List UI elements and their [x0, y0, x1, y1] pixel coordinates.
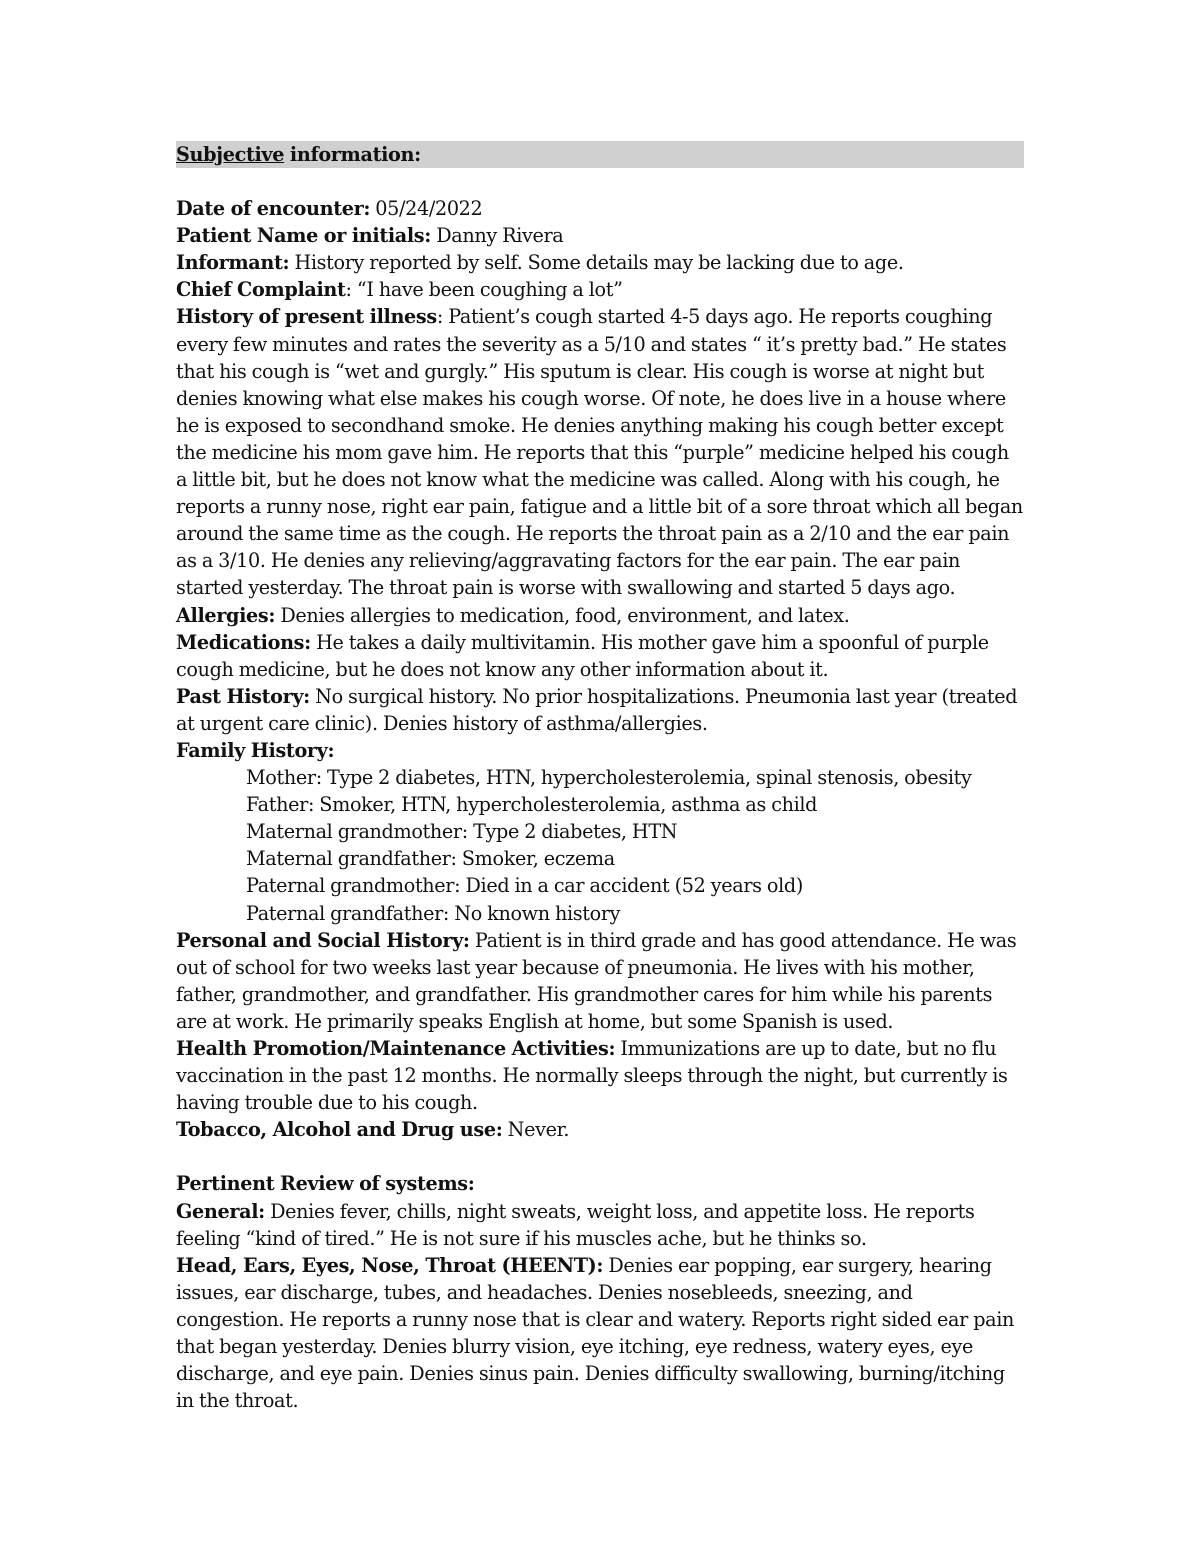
- heading-rest: information:: [284, 143, 421, 166]
- ros-heading: [176, 1170, 1024, 1197]
- ros-general: [176, 1198, 1024, 1252]
- field-label: Health Promotion/Maintenance Activities:: [176, 1037, 616, 1060]
- section-heading-subjective: [176, 141, 1024, 168]
- document-content: [176, 141, 1024, 1414]
- field-allergies: [176, 602, 1024, 629]
- field-label: Informant:: [176, 251, 290, 275]
- field-value: He takes a daily multivitamin. His mother gave him a spoonful of purple cough medicine, but he does not know any other information about it.: [176, 630, 989, 681]
- family-item-father: Father: Smoker, HTN, hypercholesterolemia, asthma as child: [246, 793, 818, 817]
- field-label: Chief Complaint: [176, 278, 346, 302]
- spacer: [176, 168, 1024, 195]
- family-item-maternal-grandmother: Maternal grandmother: Type 2 diabetes, HTN: [246, 820, 678, 844]
- field-value: Patient is in third grade and has good attendance. He was out of school for two weeks last year because of pneumonia. He lives with his mother, father, grandmother, and grandfather. His grandmother cares for him while his parents are at work. He primarily speaks English at home, but some Spanish is used.: [176, 928, 1017, 1033]
- field-value: Denies fever, chills, night sweats, weight loss, and appetite loss. He reports feeling “kind of tired.” He is not sure if his muscles ache, but he thinks so.: [176, 1199, 975, 1250]
- field-tobacco: [176, 1116, 1024, 1143]
- field-label: Family History:: [176, 738, 335, 762]
- field-value: : Patient’s cough started 4-5 days ago. He reports coughing every few minutes and rates the severity as a 5/10 and states “ it’s pretty bad.” He states that his cough is “wet and gurgly.” His sputum is clear. His cough is worse at night but denies knowing what else makes his cough worse. Of note, he does live in a house where he is exposed to secondhand smoke. He denies anything making his cough better except the medicine his mom gave him. He reports that this “purple” medicine helped his cough a little bit, but he does not know what the medicine was called. Along with his cough, he reports a runny nose, right ear pain, fatigue and a little bit of a sore throat which all began around the same time as the cough. He reports the throat pain as a 2/10 and the ear pain as a 3/10. He denies any relieving/aggravating factors for the ear pain. The ear pain started yesterday. The throat pain is worse with swallowing and started 5 days ago.: [176, 305, 1023, 600]
- field-value: Immunizations are up to date, but no flu vaccination in the past 12 months. He normally sleeps through the night, but currently is having trouble due to his cough.: [176, 1037, 1008, 1115]
- field-social-history: [176, 927, 1024, 1035]
- field-value: Danny Rivera: [430, 224, 564, 248]
- field-date: [176, 195, 1024, 222]
- field-value: : “I have been coughing a lot”: [345, 278, 623, 302]
- field-value: Never.: [502, 1118, 570, 1142]
- field-label: Tobacco, Alcohol and Drug use:: [176, 1118, 503, 1142]
- field-value: 05/24/2022: [370, 197, 483, 221]
- field-value: Denies allergies to medication, food, environment, and latex.: [275, 603, 850, 627]
- field-label: Medications:: [176, 630, 311, 654]
- family-item-paternal-grandmother: Paternal grandmother: Died in a car accident (52 years old): [246, 874, 803, 898]
- section-label: Pertinent Review of systems:: [176, 1172, 475, 1196]
- spacer: [176, 1143, 1024, 1170]
- field-value: No surgical history. No prior hospitalizations. Pneumonia last year (treated at urgent care clinic). Denies history of asthma/allergies.: [176, 684, 1018, 735]
- family-item-maternal-grandfather: Maternal grandfather: Smoker, eczema: [246, 847, 615, 871]
- field-past-history: [176, 683, 1024, 737]
- field-medications: [176, 629, 1024, 683]
- ros-heent: [176, 1252, 1024, 1415]
- field-label: General:: [176, 1199, 265, 1223]
- field-label: Personal and Social History:: [176, 928, 470, 952]
- field-patient-name: [176, 222, 1024, 249]
- field-label: Past History:: [176, 684, 310, 708]
- field-hpi: [176, 303, 1024, 601]
- field-label: Allergies:: [176, 603, 276, 627]
- field-health-promotion: [176, 1035, 1024, 1116]
- field-label: Patient Name or initials:: [176, 224, 431, 248]
- family-item-paternal-grandfather: Paternal grandfather: No known history: [246, 901, 621, 925]
- field-informant: [176, 249, 1024, 276]
- field-family-history: [176, 737, 1024, 764]
- family-item-mother: Mother: Type 2 diabetes, HTN, hypercholesterolemia, spinal stenosis, obesity: [246, 766, 972, 790]
- field-value: History reported by self. Some details may be lacking due to age.: [289, 251, 904, 275]
- field-label: Head, Ears, Eyes, Nose, Throat (HEENT):: [176, 1253, 604, 1277]
- field-label: Date of encounter:: [176, 197, 371, 221]
- heading-underlined: Subjective: [176, 143, 285, 166]
- field-value: Denies ear popping, ear surgery, hearing issues, ear discharge, tubes, and headaches. Denies nosebleeds, sneezing, and congestion. He reports a runny nose that is clear and watery. Reports right sided ear pain that began yesterday. Denies blurry vision, eye itching, eye redness, watery eyes, eye discharge, and eye pain. Denies sinus pain. Denies difficulty swallowing, burning/itching in the throat.: [176, 1253, 1015, 1413]
- field-chief-complaint: [176, 276, 1024, 303]
- field-label: History of present illness: [176, 305, 437, 329]
